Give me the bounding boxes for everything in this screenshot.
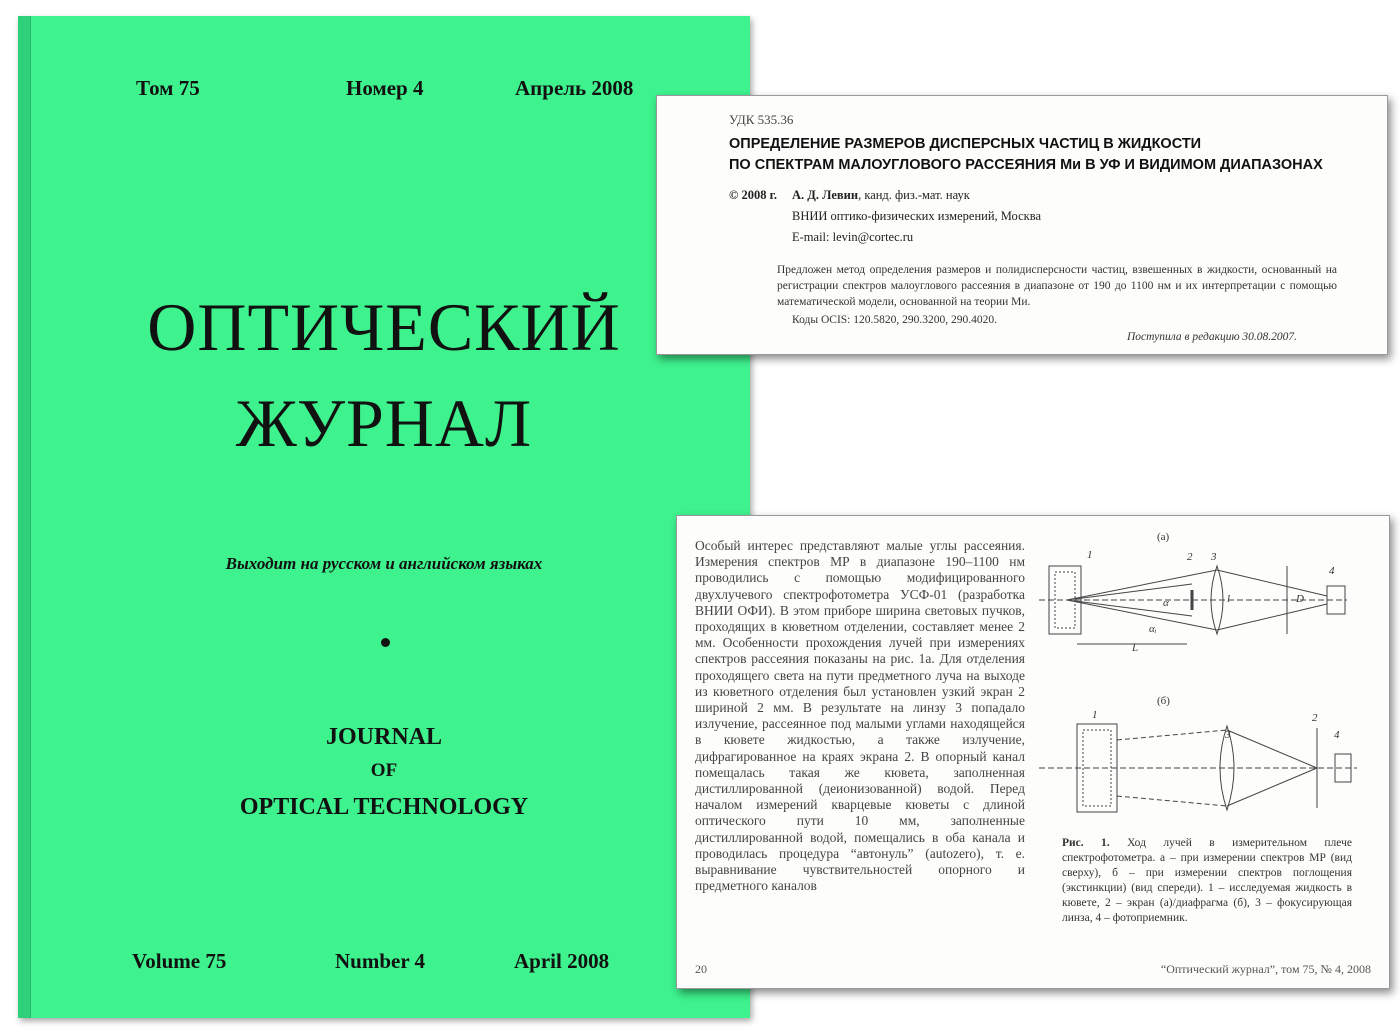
cover-journal-en-line2: OF [370,760,398,781]
cover-volume-ru: Том 75 [136,76,200,100]
fig-a-num-4: 4 [1329,565,1335,577]
cover-bullet [381,638,390,647]
cover-date-en: April 2008 [514,949,610,973]
author-email: E-mail: levin@cortec.ru [792,230,914,244]
udk-code: УДК 535.36 [729,112,794,127]
fig-a-alpha-i: αᵢ [1149,623,1157,635]
fig-a-ray [1067,584,1192,600]
cover-volume-en: Volume 75 [132,949,227,973]
author-degree: , канд. физ.-мат. наук [858,188,970,202]
fig-a-ray [1217,570,1327,596]
article-title-line2: ПО СПЕКТРАМ МАЛОУГЛОВОГО РАССЕЯНИЯ Ми В УФ И ВИДИМОМ ДИАПАЗОНАХ [729,157,1323,173]
fig-a-alpha: α [1163,597,1169,609]
affiliation: ВНИИ оптико-физических измерений, Москва [792,209,1042,223]
fig-b-ray [1227,730,1317,768]
received-date: Поступила в редакцию 30.08.2007. [1127,331,1298,343]
author-line [792,188,970,203]
fig-a-width-l: l [1227,593,1231,605]
cover-number-ru: Номер 4 [346,76,424,100]
cover-subtitle: Выходит на русском и английском языках [225,554,543,573]
article-header-excerpt [656,95,1388,355]
fig-a-ray [1067,600,1192,616]
caption-label: Рис. 1. [1062,837,1110,849]
copyright-year: © 2008 г. [729,188,777,202]
article-title [729,134,1379,176]
fig-a-ray [1067,600,1217,630]
author-name: А. Д. Левин [792,188,859,202]
fig-b-num-2: 2 [1312,712,1318,724]
cover-spine [18,16,31,1018]
fig-a-num-2: 2 [1187,551,1193,563]
body-paragraph: Особый интерес представляют малые углы рассеяния. Измерения спектров МР в диапазоне 190–1100 нм проводились с помощью модифицированного двухлучевого спектрофотометра УСФ-01 (разработка ВНИИ ОФИ). В этом приборе ширина световых пучков, проходящих в кюветном отделении, составляет менее 2 мм. Особенности прохождения лучей при измерениях спектров рассеяния показаны на рис. 1а. Для отделения проходящего света на пути предметного луча на выходе из кюветного отделения был установлен узкий экран 2 шириной 2 мм. В результате на линзу 3 попадало излучение, рассеянное под малыми углами находящейся в кювете жидкостью, а также излучение, дифрагированное на краях экрана 2. В опорный канал помещалась такая же кювета, заполненная дистиллированной (деионизованной) водой. Перед началом измерений кварцевые кюветы с длиной оптического пути 10 мм, заполненные дистиллированной водой, помещались в оба канала и проводилась процедура “автонуль” (autozero), т. е. выравнивание чувствительностей опорного и предметного каналов [695,538,1025,894]
cover-journal-en-line3: OPTICAL TECHNOLOGY [239,794,529,820]
fig-a-length-l: L [1132,642,1139,654]
fig-a-ray [1217,604,1327,630]
caption-text: Ход лучей в измерительном плече спектрофотометра. а – при измерении спектров МР (вид сверху), б – при измерении спектров поглощения (экстинкции) (вид спереди). 1 – исследуемая жидкость в кювете, 2 – экран (а)/диафрагма (б), 3 – фокусирующая линза, 4 – фотоприемник. [1062,837,1352,924]
cover-number-en: Number 4 [335,949,426,973]
figure-caption [1062,836,1352,926]
fig-b-ray [1117,730,1227,740]
cover-date-ru: Апрель 2008 [515,76,634,100]
fig-a-num-1: 1 [1087,549,1093,561]
journal-cover [18,16,750,1018]
article-title-line1: ОПРЕДЕЛЕНИЕ РАЗМЕРОВ ДИСПЕРСНЫХ ЧАСТИЦ В ЖИДКОСТИ [729,136,1202,152]
figure-a-label: (а) [1157,531,1170,543]
fig-b-ray [1117,796,1227,806]
cover-title-line2: ЖУРНАЛ [235,385,533,461]
article-page-excerpt [676,515,1390,989]
fig-b-num-3: 3 [1225,729,1231,741]
fig-a-num-3: 3 [1211,551,1217,563]
cover-title-line1: ОПТИЧЕСКИЙ [147,289,621,365]
body-text [695,538,1025,894]
ocis-codes: Коды OCIS: 120.5820, 290.3200, 290.4020. [792,314,997,326]
figure-b-label: (б) [1157,695,1170,707]
fig-b-num-4: 4 [1334,729,1340,741]
fig-a-diameter-d: D [1296,593,1304,605]
page-footer: “Оптический журнал”, том 75, № 4, 2008 [1160,962,1371,976]
fig-b-num-1: 1 [1092,709,1098,721]
figure-1-diagram [1037,526,1382,831]
fig-b-ray [1227,768,1317,806]
cover-journal-en-line1: JOURNAL [325,724,442,750]
page-number: 20 [695,962,707,976]
fig-a-ray [1067,570,1217,600]
abstract: Предложен метод определения размеров и полидисперсности частиц, взвешенных в жидкости, основанный на регистрации спектров малоуглового рассеяния в диапазоне от 190 до 1100 нм и их интерпретации с помощью математической модели, основанной на теории Ми. [777,264,1337,308]
